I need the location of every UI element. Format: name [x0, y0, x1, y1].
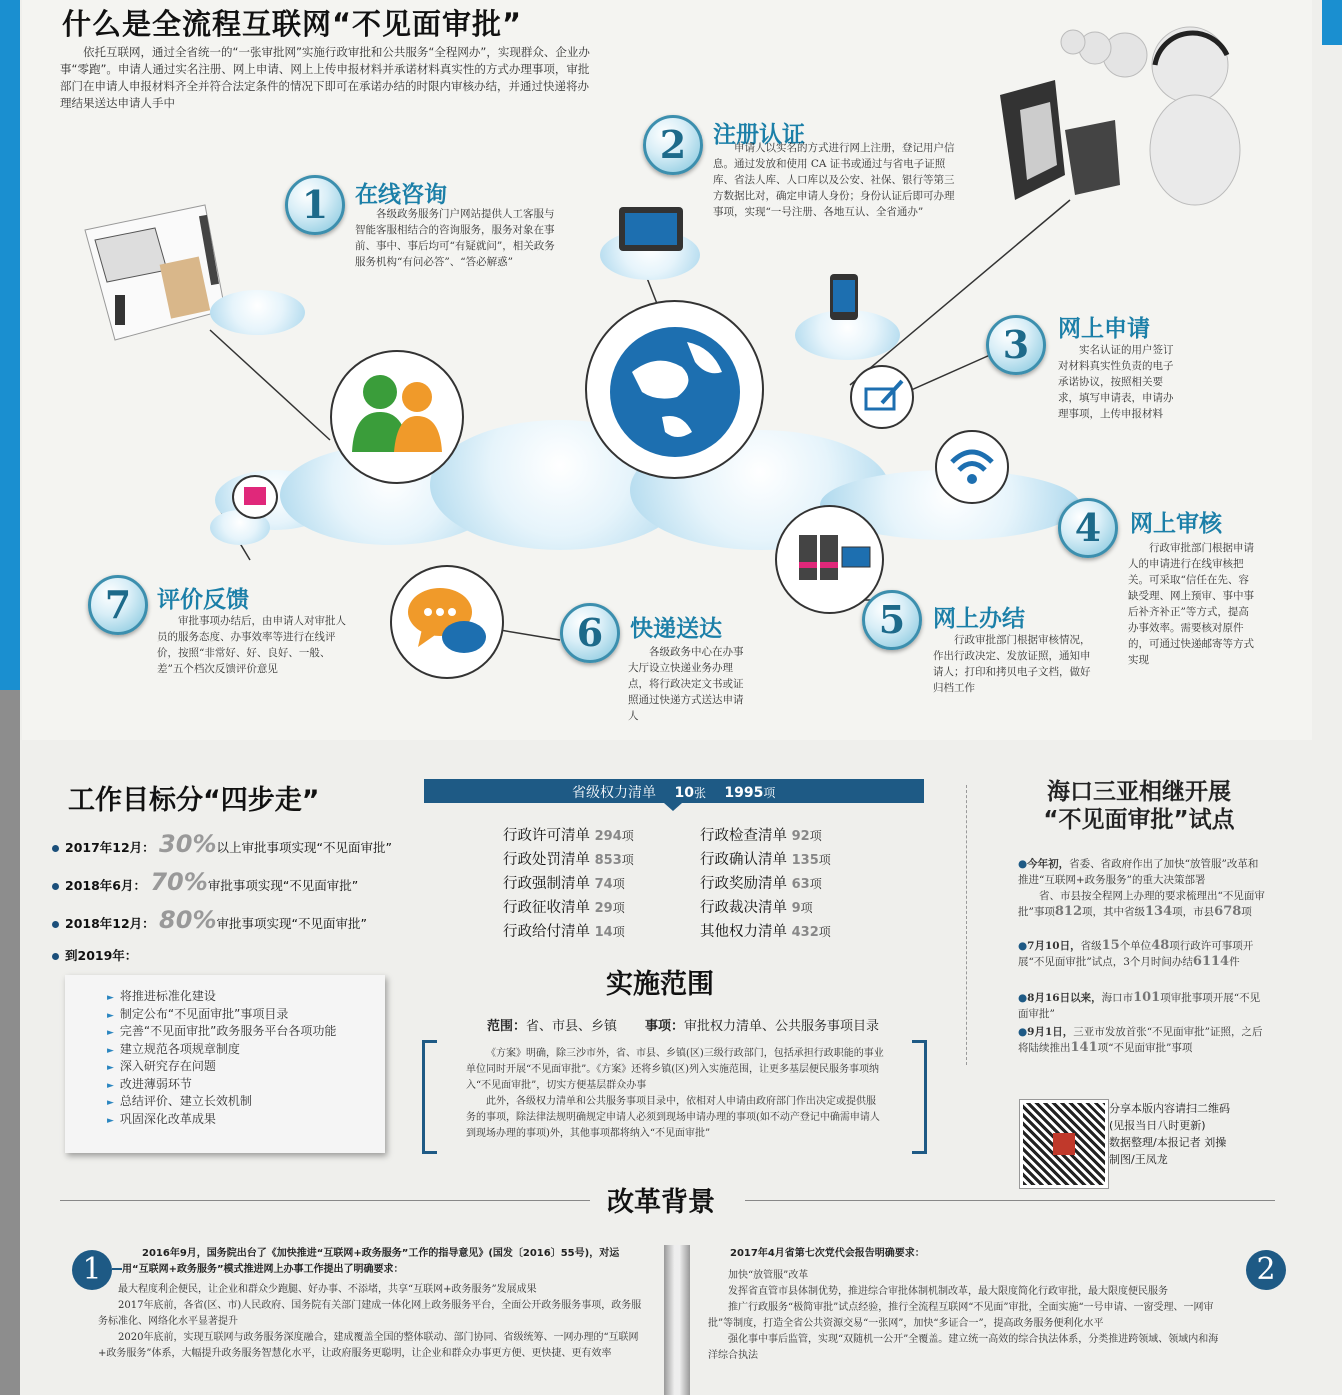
- power-list-header: 省级权力清单 10张 1995项: [424, 779, 924, 803]
- qr-code[interactable]: [1020, 1100, 1108, 1188]
- list-item: 行政许可清单 294项: [503, 828, 634, 844]
- step-6-title: 快递送达: [630, 616, 722, 642]
- background-right-head: 2017年4月省第七次党代会报告明确要求：: [730, 1248, 925, 1259]
- divider: [745, 1200, 1275, 1201]
- step-5-text: 行政审批部门根据审核情况，作出行政决定、发放证照，通知申请人；打印和拷贝电子文档，做好归档工作: [933, 634, 1091, 694]
- goals-2019-list: [65, 975, 385, 1153]
- divider: [60, 1200, 590, 1201]
- background-left-head: 2016年9月，国务院出台了《加快推进“互联网+政务服务”工作的指导意见》(国发〔2016〕55号)，对运用“互联网+政务服务”模式推进网上办事工作提出了明确要求：: [122, 1248, 620, 1275]
- bullet-icon: [52, 845, 59, 852]
- desk-illustration: [75, 200, 230, 345]
- background-right-line: 推广行政服务“极简审批”试点经验，推行全流程互联网“不见面”审批，全面实施“一号申请、一窗受理、一网审批”等制度，打造全省公共资源交易“一张网”，加快“多证合一”，提高政务服务便利化水平: [708, 1302, 1214, 1329]
- pilot-title: 海口三亚相继开展 “不见面审批”试点: [1043, 779, 1235, 833]
- list-item: ► 巩固深化改革成果: [107, 1111, 216, 1126]
- list-item: ► 改进薄弱环节: [107, 1076, 192, 1091]
- bullet-icon: [52, 921, 59, 928]
- step-1-number: 1: [285, 175, 345, 235]
- credits: 分享本版内容请扫二维码 (见报当日八时更新) 数据整理/本报记者 刘操 制图/王凤龙: [1109, 1102, 1230, 1166]
- step-2-title: 注册认证: [713, 122, 805, 148]
- list-item: ► 建立规范各项规章制度: [107, 1041, 240, 1056]
- step-5-number: 5: [862, 590, 922, 650]
- users-icon: [330, 350, 464, 484]
- list-item: ► 完善“不见面审批”政务服务平台各项功能: [107, 1024, 337, 1038]
- list-item: ► 总结评价、建立长效机制: [107, 1094, 252, 1108]
- list-item: 行政强制清单 74项: [503, 876, 625, 892]
- background-right-line: 发挥省直管市县体制优势，推进综合审批体制机制改革，最大限度简化行政审批，最大限度便民服务: [728, 1286, 1168, 1297]
- step-6-text: 各级政务中心在办事大厅设立快递业务办理点，将行政决定文书或证照通过快递方式送达申请人: [628, 646, 744, 722]
- step-1-text: 各级政务服务门户网站提供人工客服与智能客服相结合的咨询服务，服务对象在事前、事中、事后均可“有疑就问”，相关政务服务机构“有问必答”、“答必解惑”: [355, 208, 555, 268]
- pilot-paragraph-1: ●今年初，省委、省政府作出了加快“放管服”改革和推进“互联网+政务服务”的重大决策部署: [1018, 858, 1259, 886]
- video-icon: [232, 475, 278, 519]
- chat-icon: [390, 565, 504, 679]
- goal-item: 2018年6月： 70%审批事项实现“不见面审批”: [52, 868, 358, 896]
- list-item: 行政征收清单 29项: [503, 900, 625, 916]
- intro-text: 依托互联网，通过全省统一的“一张审批网”实施行政审批和公共服务“全程网办”，实现群众、企业办事“零跑”。申请人通过实名注册、网上申请、网上上传申报材料并承诺材料真实性的方式办理事项，审批部门在申请人申报材料齐全并符合法定条件的情况下即可在承诺办结的时限内审核办结，并通过快递将办理结果送达申请人手中: [60, 45, 590, 110]
- list-item: ► 将推进标准化建设: [107, 989, 216, 1003]
- list-item: 行政检查清单 92项: [700, 828, 822, 844]
- background-number-1: 1: [72, 1250, 112, 1290]
- scope-paragraph-1: 《方案》明确，除三沙市外，省、市县、乡镇(区)三级行政部门，包括承担行政职能的事业单位同时开展“不见面审批”。《方案》还将乡镇(区)列入实施范围，让更多基层便民服务事项纳入“不见面审批”，切实方便基层群众办事: [466, 1048, 884, 1091]
- globe-icon: [585, 300, 764, 479]
- server-icon: [775, 505, 884, 614]
- step-7-title: 评价反馈: [157, 587, 249, 613]
- pilot-paragraph-1b: 省、市县按全程网上办理的要求梳理出“不见面审批”事项812项，其中省级134项，市县678项: [1018, 890, 1265, 919]
- list-item: 行政给付清单 14项: [503, 924, 625, 940]
- pilot-paragraph-3: ●8月16日以来，海口市101项审批事项开展“不见面审批”: [1018, 990, 1261, 1020]
- page-fold: [664, 1245, 690, 1395]
- step-4-text: 行政审批部门根据申请人的申请进行在线审核把关。可采取“信任在先、容缺受理、网上预审、事中事后补齐补正”等方式，提高办事效率。需要核对原件的，可通过快递邮寄等方式实现: [1128, 542, 1254, 666]
- list-item: ► 深入研究存在问题: [107, 1059, 216, 1073]
- divider: [966, 785, 967, 1065]
- list-item: 行政确认清单 135项: [700, 852, 831, 868]
- page-title: 什么是全流程互联网“不见面审批”: [62, 7, 523, 41]
- step-3-number: 3: [986, 315, 1046, 375]
- bullet-icon: [52, 953, 59, 960]
- cloud: [210, 290, 305, 335]
- step-1-title: 在线咨询: [355, 182, 447, 208]
- step-4-title: 网上审核: [1130, 511, 1222, 537]
- background-left-line: 最大程度利企便民，让企业和群众少跑腿、好办事、不添堵，共享“互联网+政务服务”发展成果: [118, 1284, 537, 1295]
- power-list-left: [503, 824, 703, 944]
- bracket-left: [422, 1040, 437, 1154]
- list-item: 行政处罚清单 853项: [503, 852, 634, 868]
- step-6-number: 6: [560, 603, 620, 663]
- tablet-icon: [617, 205, 687, 255]
- list-item: 行政奖励清单 63项: [700, 876, 822, 892]
- scope-title: 实施范围: [606, 969, 714, 1000]
- background-left-line: 2017年底前，各省(区、市)人民政府、国务院有关部门建成一体化网上政务服务平台，全面公开政务服务事项，政务服务标准化、网络化水平显著提升: [98, 1300, 642, 1327]
- edit-icon: [850, 365, 914, 429]
- pilot-paragraph-4: ●9月1日，三亚市发放首张“不见面审批”证照，之后将陆续推出141项“不见面审批”事项: [1018, 1026, 1263, 1055]
- step-2-text: 申请人以实名的方式进行网上注册，登记用户信息。通过发放和使用 CA 证书或通过与省电子证照库、省法人库、人口库以及公安、社保、银行等第三方数据比对，确定申请人身份；身份认证后即可办理事项，实现“一号注册、各地互认、全省通办”: [713, 142, 955, 218]
- step-7-text: 审批事项办结后，由申请人对审批人员的服务态度、办事效率等进行在线评价，按照“非常好、好、良好、一般、差”五个档次反馈评价意见: [157, 615, 346, 675]
- list-item: 行政裁决清单 9项: [700, 900, 813, 916]
- goals-title: 工作目标分“四步走”: [68, 785, 320, 816]
- qr-logo-icon: [1053, 1133, 1075, 1155]
- connector: [112, 1268, 122, 1270]
- step-4-number: 4: [1058, 498, 1118, 558]
- wifi-icon: [935, 430, 1009, 504]
- step-5-title: 网上办结: [933, 606, 1025, 632]
- scope-items: 事项：审批权力清单、公共服务事项目录: [645, 1019, 880, 1034]
- background-right-line: 强化事中事后监管，实现“双随机一公开”全覆盖。建立统一高效的综合执法体系，分类推进跨领域、领域内和海洋综合执法: [708, 1334, 1219, 1361]
- call-center-illustration: [995, 10, 1255, 215]
- step-7-number: 7: [88, 575, 148, 635]
- list-item: 其他权力清单 432项: [700, 924, 831, 940]
- power-list-right: [700, 824, 900, 944]
- bullet-icon: [52, 883, 59, 890]
- step-3-title: 网上申请: [1058, 316, 1150, 342]
- background-right-line: 加快“放管服”改革: [728, 1270, 809, 1281]
- scope-paragraph-2: 此外，各级权力清单和公共服务事项目录中，依相对人申请由政府部门作出决定或提供服务的事项，除法律法规明确规定申请人必须到现场申请办理的事项(如不动产登记中确需申请人到现场办理的事项)外，其他事项都将纳入“不见面审批”: [466, 1096, 880, 1139]
- scope-range: 范围：省、市县、乡镇: [487, 1019, 618, 1034]
- left-gray-strip: [0, 690, 20, 1395]
- list-item: ► 制定公布“不见面审批”事项目录: [107, 1006, 289, 1021]
- bracket-right: [912, 1040, 927, 1154]
- background-number-2: 2: [1246, 1250, 1286, 1290]
- goal-item: 2018年12月： 80%审批事项实现“不见面审批”: [52, 906, 367, 934]
- goal-item: 2017年12月： 30%以上审批事项实现“不见面审批”: [52, 830, 392, 858]
- background-left-line: 2020年底前，实现互联网与政务服务深度融合，建成覆盖全国的整体联动、部门协同、省级统筹、一网办理的“互联网+政务服务”体系，大幅提升政务服务智慧化水平，让政府服务更聪明，让企业和群众办事更方便、更快捷、更有效率: [98, 1332, 639, 1359]
- step-3-text: 实名认证的用户签订对材料真实性负责的电子承诺协议，按照相关要求，填写申请表，申请办理事项，上传申报材料: [1058, 344, 1174, 420]
- pilot-paragraph-2: ●7月10日，省级15个单位48项行政许可事项开展“不见面审批”试点，3个月时间办结6114件: [1018, 938, 1254, 969]
- background-title: 改革背景: [607, 1187, 715, 1218]
- step-2-number: 2: [643, 115, 703, 175]
- goal-item: 到2019年：: [52, 946, 137, 964]
- phone-icon: [828, 272, 860, 322]
